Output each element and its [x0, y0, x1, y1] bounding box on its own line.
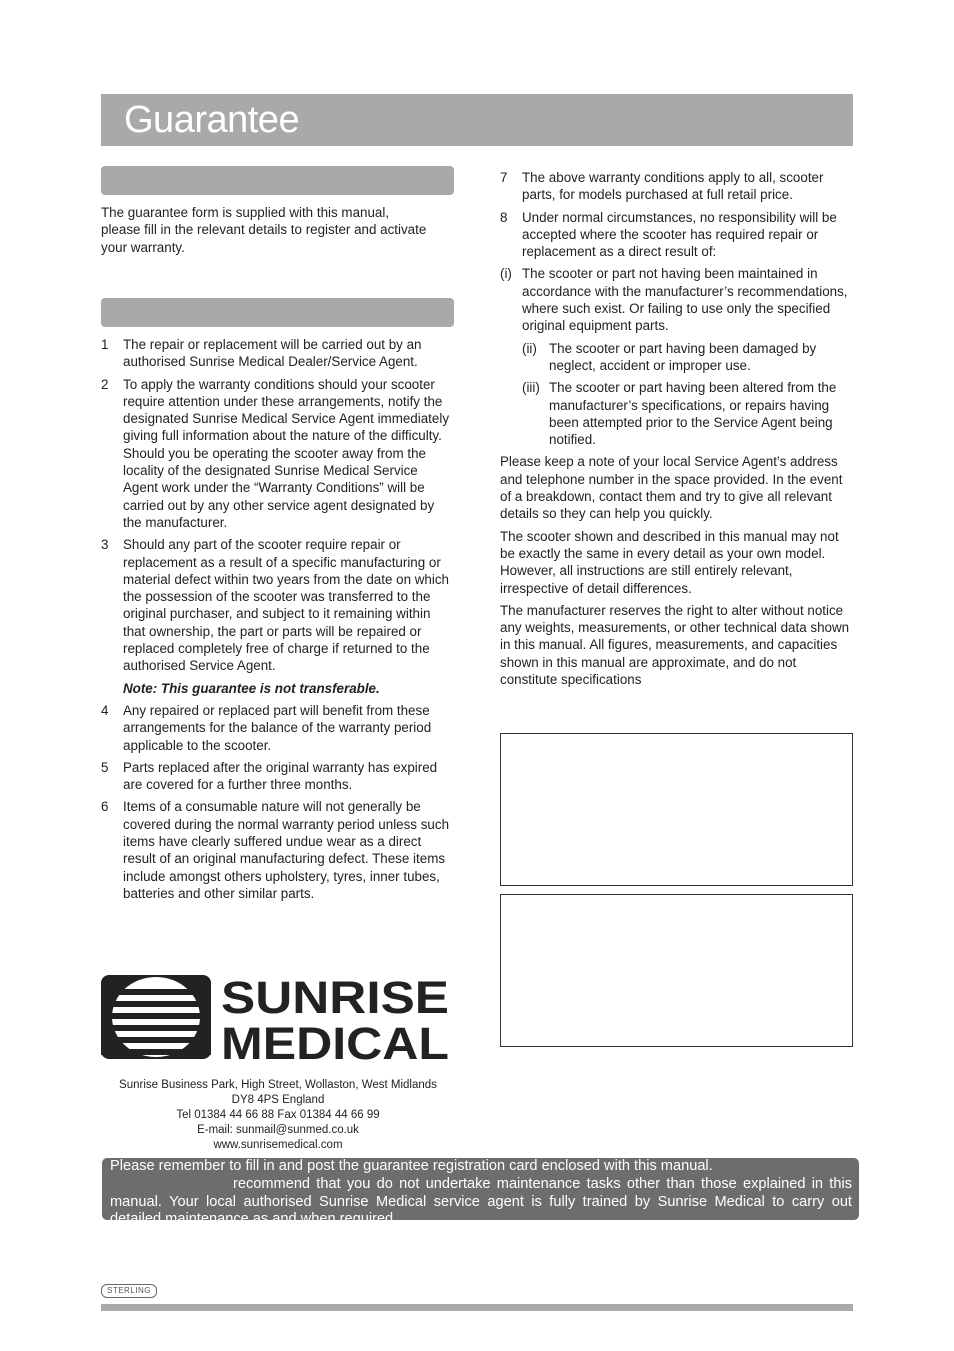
page-title: Guarantee: [124, 99, 300, 141]
warranty-item-7: 7 The above warranty conditions apply to all, scooter parts, for models purchased at full retail price.: [500, 170, 824, 203]
company-address: [101, 1078, 455, 1153]
notice-line-registration: Please remember to fill in and post the guarantee registration card enclosed with this manual.: [110, 1158, 713, 1174]
warranty-item-ii: (ii) The scooter or part having been damaged by neglect, accident or improper use.: [522, 340, 817, 373]
section-header-registration: [101, 166, 454, 195]
manufacturer-rights-paragraph: The manufacturer reserves the right to alter without notice any weights, measurements, or other technical data shown in this manual. All figures, measurements, and capacities shown in this manual are approximate, and do not constitute specifications: [500, 602, 850, 688]
not-transferable-note: Note: This guarantee is not transferable.: [123, 680, 380, 696]
warranty-item-5: 5 Parts replaced after the original warranty has expired are covered for a further three months.: [101, 759, 438, 793]
sunrise-emblem-icon: [101, 973, 455, 1061]
service-agent-box-2[interactable]: [500, 894, 853, 1047]
notice-line-maintenance: recommend that you do not undertake maintenance tasks other than those explained in this manual. Your local authorised Sunrise Medical service agent is fully trained by Sunrise Medical to carry out detailed maintenance as and when required.: [110, 1175, 852, 1228]
address-email: E-mail: sunmail@sunmed.co.uk: [197, 1124, 359, 1136]
left-column: [101, 336, 449, 907]
intro-text-block: [101, 204, 427, 261]
model-difference-paragraph: The scooter shown and described in this manual may not be exactly the same in every detail as your own model. However, all instructions are still entirely relevant, irrespective of detail differences.: [500, 528, 839, 596]
sterling-badge: STERLING: [101, 1284, 157, 1298]
service-agent-paragraph: Please keep a note of your local Service Agent’s address and telephone number in the space provided. In the event of a breakdown, contact them and try to give all relevant details so they can help you quickly.: [500, 454, 843, 522]
warranty-item-3: 3 Should any part of the scooter require repair or replacement as a result of a specific manufacturing or material defect within two years from the date on which the possession of the scooter was transferred to the original purchaser, and subject to it remaining within that ownership, the part or parts will be repaired or replaced completely free of charge if returned to the authorised Service Agent.: [101, 537, 449, 674]
warranty-item-i: (i) The scooter or part not having been maintained in accordance with the manufacturer’s recommendations, where such exist. Or failing to use only the specified original equipment parts.: [500, 266, 848, 334]
address-street: Sunrise Business Park, High Street, Wollaston, West Midlands: [119, 1079, 437, 1091]
warranty-item-2: 2 To apply the warranty conditions should your scooter require attention under these arrangements, notify the designated Sunrise Medical Service Agent immediately giving full information about the nature of the difficulty. Should you be operating the scooter away from the locality of the designated Sunrise Medical Service Agent work under the “Warranty Conditions” will be carried out by any other service agent designated by the manufacturer.: [101, 376, 450, 530]
right-column: [500, 169, 852, 693]
address-website: www.sunrisemedical.com: [213, 1139, 343, 1151]
sunrise-medical-logo: [101, 973, 455, 1061]
warranty-item-4: 4 Any repaired or replaced part will benefit from these arrangements for the balance of the warranty period applicable to the scooter.: [101, 702, 432, 753]
logo-word-sunrise: SUNRISE: [221, 973, 449, 1023]
service-agent-box-1[interactable]: [500, 733, 853, 886]
warranty-item-6: 6 Items of a consumable nature will not generally be covered during the normal warranty period unless such items have clearly suffered undue wear as a direct result of an original manufacturing defect. These items include amongst others upholstery, tyres, inner tubes, batteries and other similar parts.: [101, 799, 450, 901]
address-postcode: DY8 4PS England: [231, 1094, 325, 1106]
footer-bar: [101, 1304, 853, 1311]
warranty-item-iii: (iii) The scooter or part having been altered from the manufacturer’s specifications, or repairs having been attempted prior to the Service Agent being notified.: [522, 380, 837, 448]
page-title-bar: [101, 94, 853, 146]
address-phone: Tel 01384 44 66 88 Fax 01384 44 66 99: [176, 1109, 380, 1121]
warranty-item-1: 1 The repair or replacement will be carried out by an authorised Sunrise Medical Dealer/Service Agent.: [101, 337, 422, 370]
maintenance-notice: [102, 1158, 859, 1228]
logo-word-medical: MEDICAL: [221, 1018, 449, 1061]
section-header-warranty: [101, 298, 454, 327]
warranty-item-8: 8 Under normal circumstances, no responsibility will be accepted where the scooter has required repair or replacement as a direct result of:: [500, 209, 837, 260]
intro-paragraph: The guarantee form is supplied with this manual, please fill in the relevant details to register and activate your warranty.: [101, 205, 427, 255]
